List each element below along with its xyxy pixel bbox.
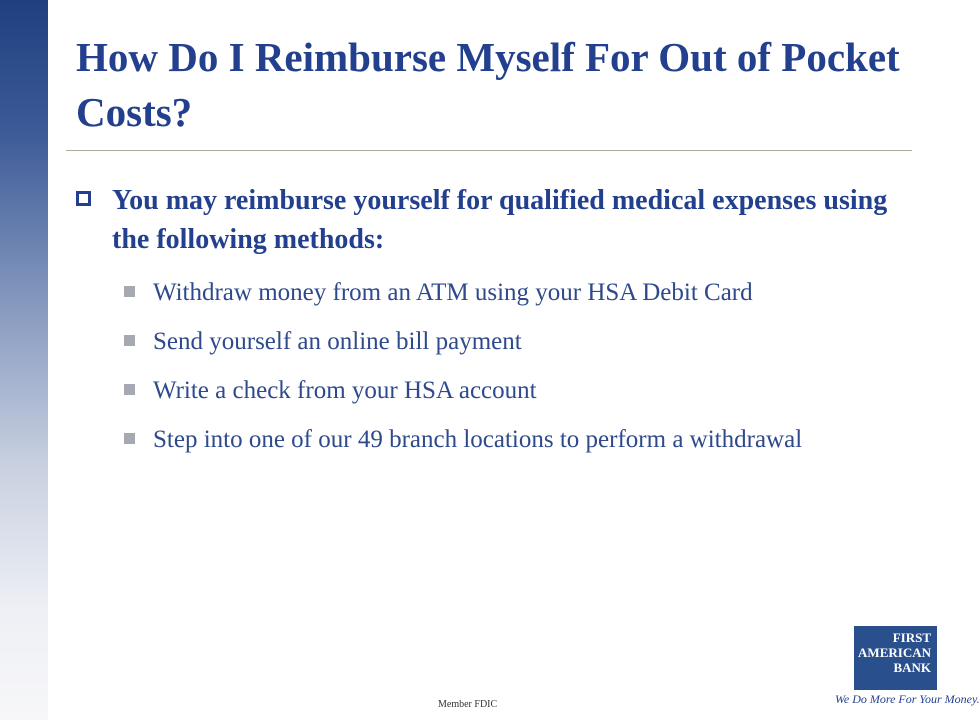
sub-bullet-text: Step into one of our 49 branch locations to perform a withdrawal — [153, 426, 803, 453]
sub-bullet-text: Withdraw money from an ATM using your HSA Debit Card — [153, 279, 753, 306]
sub-bullet-list — [124, 275, 924, 471]
sub-bullet-item — [124, 275, 924, 310]
logo-line-american: AMERICAN — [858, 645, 931, 660]
logo-line-bank: BANK — [893, 660, 931, 675]
sub-bullet-item — [124, 373, 924, 408]
filled-square-bullet-icon — [124, 384, 135, 395]
sub-bullet-text: Send yourself an online bill payment — [153, 328, 522, 355]
footer-member-fdic: Member FDIC — [438, 699, 498, 710]
sub-bullet-text: Write a check from your HSA account — [153, 377, 537, 404]
slide-title: How Do I Reimburse Myself For Out of Pocket Costs? — [76, 34, 900, 135]
sub-bullet-item — [124, 422, 924, 457]
sub-bullet-item — [124, 324, 924, 359]
square-bullet-icon — [76, 191, 91, 206]
bank-logo — [854, 626, 937, 690]
filled-square-bullet-icon — [124, 433, 135, 444]
main-bullet-text: You may reimburse yourself for qualified medical expenses using the following methods: — [112, 185, 888, 255]
filled-square-bullet-icon — [124, 286, 135, 297]
logo-tagline: We Do More For Your Money. — [835, 692, 980, 706]
logo-line-first: FIRST — [892, 630, 931, 645]
filled-square-bullet-icon — [124, 335, 135, 346]
title-divider — [66, 150, 912, 151]
main-bullet — [76, 181, 916, 259]
side-gradient-band — [0, 0, 48, 720]
